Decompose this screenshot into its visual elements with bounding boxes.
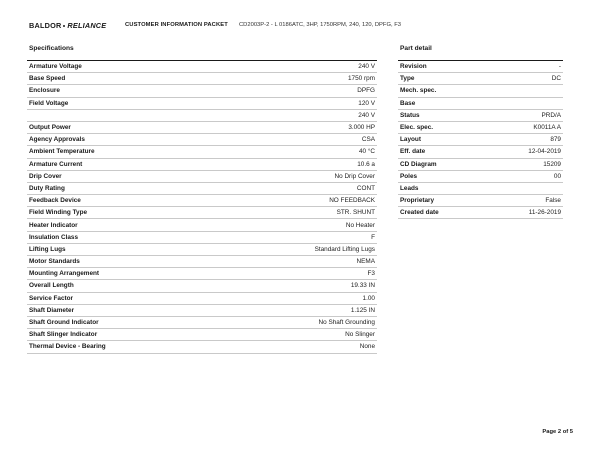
spec-row-label: Armature Voltage	[27, 61, 211, 73]
page-number: Page 2 of 5	[542, 429, 573, 435]
spec-row-label: Thermal Device - Bearing	[27, 341, 211, 353]
part-row-value: K0011A A	[487, 121, 563, 133]
part-row	[398, 97, 563, 109]
spec-row-value: 40 °C	[211, 146, 377, 158]
spec-row	[27, 292, 377, 304]
spec-row	[27, 304, 377, 316]
brand-left-text: BALDOR	[29, 20, 62, 30]
part-row-value: -	[487, 61, 563, 73]
spec-row-value: CONT	[211, 182, 377, 194]
spec-row-label: Duty Rating	[27, 182, 211, 194]
spec-row	[27, 158, 377, 170]
spec-row-value: 3.000 HP	[211, 121, 377, 133]
spec-row-value: 240 V	[211, 109, 377, 121]
part-row-label: Eff. date	[398, 146, 487, 158]
part-row-value	[487, 85, 563, 97]
spec-row-label: Shaft Ground Indicator	[27, 316, 211, 328]
part-row-value: 11-26-2019	[487, 207, 563, 219]
spec-row-label: Drip Cover	[27, 170, 211, 182]
spec-row	[27, 109, 377, 121]
part-row-label: Revision	[398, 61, 487, 73]
spec-row-value: 1.00	[211, 292, 377, 304]
part-row	[398, 73, 563, 85]
part-row-value: 15209	[487, 158, 563, 170]
part-row	[398, 121, 563, 133]
spec-row-value: NEMA	[211, 256, 377, 268]
spec-row	[27, 280, 377, 292]
spec-row	[27, 146, 377, 158]
spec-row-label: Output Power	[27, 121, 211, 133]
spec-row-value: NO FEEDBACK	[211, 195, 377, 207]
part-row-value	[487, 182, 563, 194]
brand-right-text: RELIANCE	[67, 20, 107, 30]
part-row	[398, 170, 563, 182]
part-row-label: Leads	[398, 182, 487, 194]
spec-row-label: Enclosure	[27, 85, 211, 97]
part-row-label: Created date	[398, 207, 487, 219]
spec-row	[27, 195, 377, 207]
specifications-table	[27, 60, 377, 354]
spec-row	[27, 73, 377, 85]
part-row-label: Status	[398, 109, 487, 121]
spec-row-label: Field Voltage	[27, 97, 211, 109]
part-row-value: 879	[487, 134, 563, 146]
part-detail-title: Part detail	[400, 45, 432, 52]
spec-row	[27, 231, 377, 243]
part-row	[398, 182, 563, 194]
part-row	[398, 61, 563, 73]
spec-row-value: No Heater	[211, 219, 377, 231]
spec-row	[27, 316, 377, 328]
spec-row-value: F3	[211, 268, 377, 280]
spec-row-value: DPFG	[211, 85, 377, 97]
spec-row-value: STR. SHUNT	[211, 207, 377, 219]
part-row-label: Layout	[398, 134, 487, 146]
part-row	[398, 158, 563, 170]
spec-row-label: Ambient Temperature	[27, 146, 211, 158]
spec-row-label: Shaft Diameter	[27, 304, 211, 316]
spec-row-label: Service Factor	[27, 292, 211, 304]
spec-row	[27, 170, 377, 182]
part-detail-table	[398, 60, 563, 219]
spec-row-label: Shaft Slinger Indicator	[27, 329, 211, 341]
part-row	[398, 85, 563, 97]
spec-row	[27, 268, 377, 280]
brand-logo	[29, 21, 125, 30]
spec-row-label: Heater Indicator	[27, 219, 211, 231]
spec-row	[27, 134, 377, 146]
spec-row-value: 240 V	[211, 61, 377, 73]
spec-row	[27, 256, 377, 268]
spec-row	[27, 219, 377, 231]
part-row-label: Mech. spec.	[398, 85, 487, 97]
part-row-label: Base	[398, 97, 487, 109]
spec-row-label: Base Speed	[27, 73, 211, 85]
spec-row-value: No Drip Cover	[211, 170, 377, 182]
part-row	[398, 146, 563, 158]
part-row-value: False	[487, 195, 563, 207]
spec-row-value: No Shaft Grounding	[211, 316, 377, 328]
spec-row	[27, 61, 377, 73]
spec-row	[27, 243, 377, 255]
part-row-value: DC	[487, 73, 563, 85]
part-row-label: Poles	[398, 170, 487, 182]
packet-subtitle: CD2003P-2 - L 0186ATC, 3HP, 1750RPM, 240, 120, DPFG, F3	[239, 22, 401, 28]
spec-row-label: Armature Current	[27, 158, 211, 170]
part-row-value: PRD/A	[487, 109, 563, 121]
spec-row-value: Standard Lifting Lugs	[211, 243, 377, 255]
spec-row-label: Motor Standards	[27, 256, 211, 268]
spec-row	[27, 97, 377, 109]
spec-row-value: CSA	[211, 134, 377, 146]
spec-row-value: 1750 rpm	[211, 73, 377, 85]
spec-row-value: 19.33 IN	[211, 280, 377, 292]
part-row-label: CD Diagram	[398, 158, 487, 170]
spec-row	[27, 121, 377, 133]
page-header	[29, 17, 589, 33]
specifications-title: Specifications	[29, 45, 74, 52]
part-row	[398, 195, 563, 207]
part-row-value: 12-04-2019	[487, 146, 563, 158]
spec-row	[27, 207, 377, 219]
spec-row-value: F	[211, 231, 377, 243]
spec-row	[27, 85, 377, 97]
spec-row-label: Field Winding Type	[27, 207, 211, 219]
part-row-value	[487, 97, 563, 109]
part-row-label: Proprietary	[398, 195, 487, 207]
part-row-label: Elec. spec.	[398, 121, 487, 133]
spec-row-label: Mounting Arrangement	[27, 268, 211, 280]
spec-row	[27, 329, 377, 341]
brand-separator-dot	[63, 25, 65, 27]
spec-row	[27, 341, 377, 353]
spec-row-label: Overall Length	[27, 280, 211, 292]
part-row-label: Type	[398, 73, 487, 85]
spec-row-value: 10.6 a	[211, 158, 377, 170]
spec-row-value: 120 V	[211, 97, 377, 109]
spec-row-label	[27, 109, 211, 121]
spec-row-value: 1.125 IN	[211, 304, 377, 316]
spec-row-value: No Slinger	[211, 329, 377, 341]
part-row	[398, 109, 563, 121]
spec-row-label: Agency Approvals	[27, 134, 211, 146]
part-row	[398, 134, 563, 146]
spec-row	[27, 182, 377, 194]
spec-row-label: Insulation Class	[27, 231, 211, 243]
spec-row-label: Lifting Lugs	[27, 243, 211, 255]
packet-title: CUSTOMER INFORMATION PACKET	[125, 22, 228, 28]
part-row-value: 00	[487, 170, 563, 182]
part-row	[398, 207, 563, 219]
spec-row-label: Feedback Device	[27, 195, 211, 207]
spec-row-value: None	[211, 341, 377, 353]
